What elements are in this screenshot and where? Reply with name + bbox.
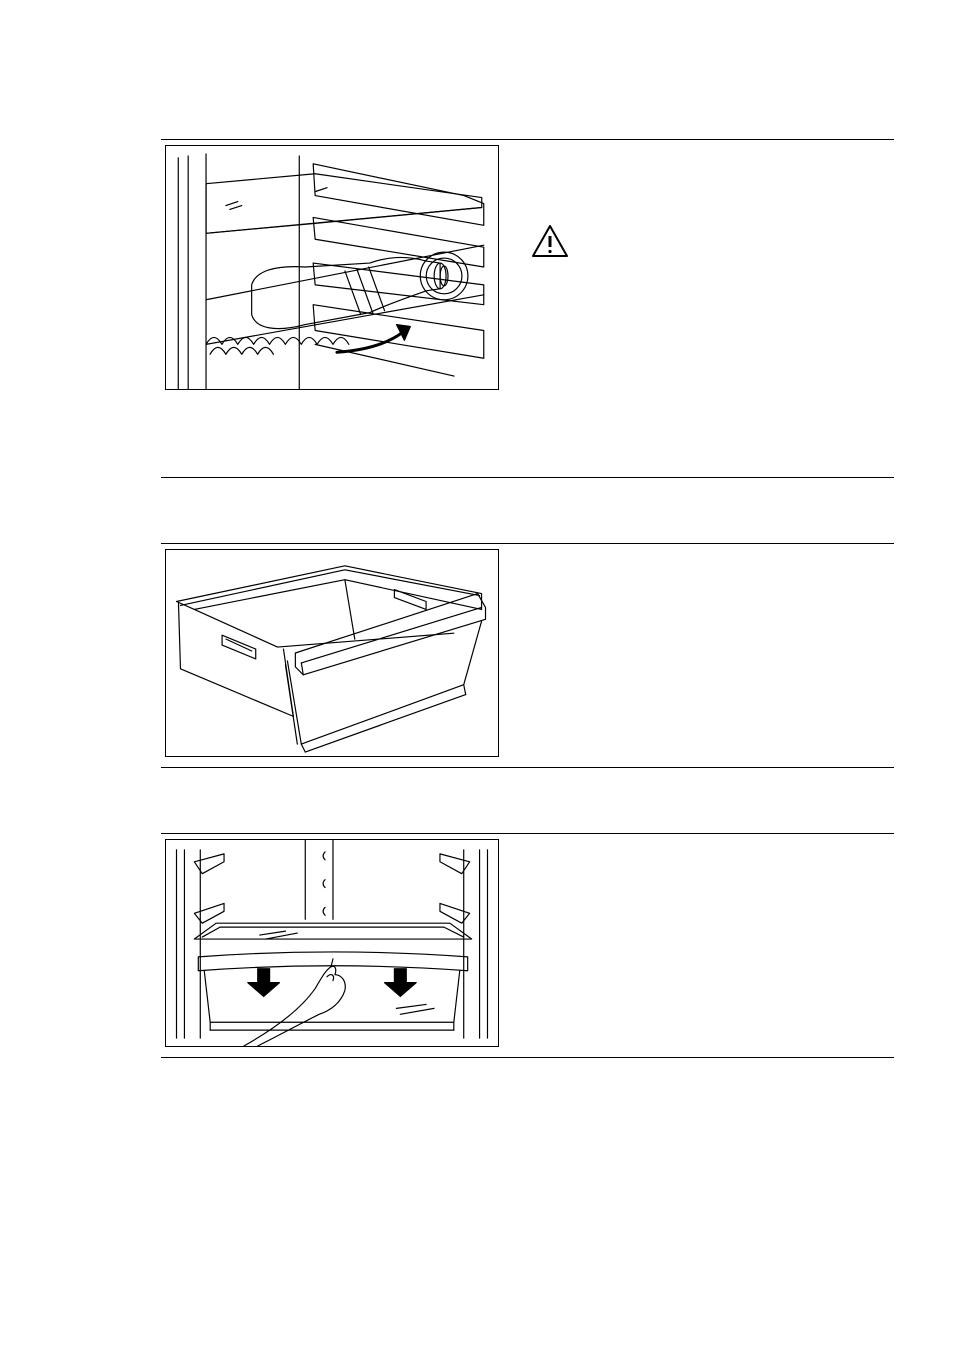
bottle-rack-illustration (165, 145, 499, 390)
section-rule-3 (161, 543, 894, 544)
section-rule-2 (161, 477, 894, 478)
section-rule-5 (161, 833, 894, 834)
section-rule-4 (161, 767, 894, 768)
drawer-removal-illustration (165, 839, 499, 1047)
warning-triangle-icon (530, 223, 570, 259)
vegetable-drawer-illustration (165, 549, 499, 757)
section-rule-6 (161, 1057, 894, 1058)
section-rule-1 (161, 139, 894, 140)
